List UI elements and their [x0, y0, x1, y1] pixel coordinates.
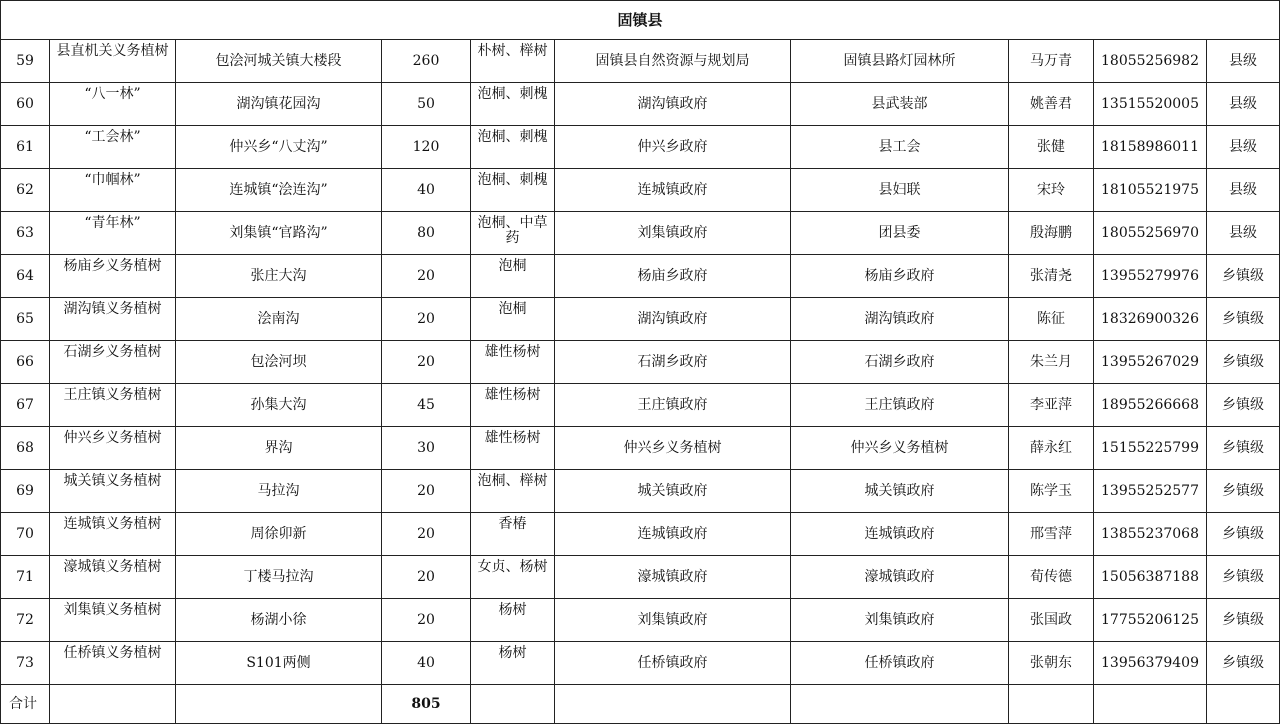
cell-phone: 18055256982: [1094, 40, 1207, 83]
cell-tree-species: 杨树: [471, 642, 555, 685]
cell-tree-species: 雄性杨树: [471, 341, 555, 384]
cell-tree-species: 杨树: [471, 599, 555, 642]
cell-level: 县级: [1207, 83, 1280, 126]
cell-responsible-unit: 任桥镇政府: [791, 642, 1009, 685]
cell-contact-person: 张国政: [1009, 599, 1094, 642]
cell-contact-person: 张朝东: [1009, 642, 1094, 685]
cell-level: 县级: [1207, 169, 1280, 212]
cell-phone: 18326900326: [1094, 298, 1207, 341]
cell-responsible-unit: 县妇联: [791, 169, 1009, 212]
cell-tree-species: 泡桐、刺槐: [471, 169, 555, 212]
cell-contact-person: 陈学玉: [1009, 470, 1094, 513]
table-row: [1, 513, 1280, 556]
cell-project-name: 濠城镇义务植树: [50, 556, 176, 599]
table-body: [1, 1, 1280, 724]
cell-area: 40: [382, 642, 471, 685]
cell-organizer: 王庄镇政府: [555, 384, 791, 427]
table-row: [1, 298, 1280, 341]
empty-cell: [176, 685, 382, 724]
cell-row-number: 73: [1, 642, 50, 685]
table-row: [1, 255, 1280, 298]
cell-responsible-unit: 濠城镇政府: [791, 556, 1009, 599]
cell-row-number: 59: [1, 40, 50, 83]
table-row: [1, 169, 1280, 212]
cell-level: 乡镇级: [1207, 513, 1280, 556]
cell-level: 县级: [1207, 212, 1280, 255]
cell-project-name: 王庄镇义务植树: [50, 384, 176, 427]
cell-phone: 13955267029: [1094, 341, 1207, 384]
cell-row-number: 63: [1, 212, 50, 255]
cell-responsible-unit: 杨庙乡政府: [791, 255, 1009, 298]
cell-contact-person: 李亚萍: [1009, 384, 1094, 427]
cell-responsible-unit: 县工会: [791, 126, 1009, 169]
cell-location: 周徐卯新: [176, 513, 382, 556]
cell-location: 张庄大沟: [176, 255, 382, 298]
cell-project-name: 湖沟镇义务植树: [50, 298, 176, 341]
cell-responsible-unit: 团县委: [791, 212, 1009, 255]
table-row: [1, 341, 1280, 384]
cell-project-name: 县直机关义务植树: [50, 40, 176, 83]
cell-level: 乡镇级: [1207, 427, 1280, 470]
empty-cell: [1094, 685, 1207, 724]
cell-row-number: 65: [1, 298, 50, 341]
cell-area: 20: [382, 298, 471, 341]
cell-location: S101两侧: [176, 642, 382, 685]
cell-row-number: 66: [1, 341, 50, 384]
cell-row-number: 61: [1, 126, 50, 169]
table-row: [1, 556, 1280, 599]
cell-area: 20: [382, 341, 471, 384]
cell-level: 乡镇级: [1207, 599, 1280, 642]
cell-project-name: 石湖乡义务植树: [50, 341, 176, 384]
cell-contact-person: 殷海鹏: [1009, 212, 1094, 255]
cell-contact-person: 马万青: [1009, 40, 1094, 83]
empty-cell: [791, 685, 1009, 724]
cell-tree-species: 泡桐、刺槐: [471, 126, 555, 169]
cell-responsible-unit: 王庄镇政府: [791, 384, 1009, 427]
cell-project-name: 连城镇义务植树: [50, 513, 176, 556]
cell-responsible-unit: 仲兴乡义务植树: [791, 427, 1009, 470]
title-row: [1, 1, 1280, 40]
cell-responsible-unit: 石湖乡政府: [791, 341, 1009, 384]
cell-organizer: 石湖乡政府: [555, 341, 791, 384]
cell-phone: 13956379409: [1094, 642, 1207, 685]
cell-tree-species: 香椿: [471, 513, 555, 556]
cell-contact-person: 邢雪萍: [1009, 513, 1094, 556]
cell-organizer: 连城镇政府: [555, 169, 791, 212]
cell-area: 20: [382, 255, 471, 298]
cell-phone: 18105521975: [1094, 169, 1207, 212]
cell-responsible-unit: 县武装部: [791, 83, 1009, 126]
cell-row-number: 70: [1, 513, 50, 556]
table-row: [1, 470, 1280, 513]
cell-location: 界沟: [176, 427, 382, 470]
cell-location: 仲兴乡“八丈沟”: [176, 126, 382, 169]
cell-responsible-unit: 湖沟镇政府: [791, 298, 1009, 341]
cell-tree-species: 雄性杨树: [471, 384, 555, 427]
table-title: 固镇县: [1, 1, 1280, 40]
cell-location: 浍南沟: [176, 298, 382, 341]
cell-location: 孙集大沟: [176, 384, 382, 427]
cell-tree-species: 雄性杨树: [471, 427, 555, 470]
cell-phone: 18055256970: [1094, 212, 1207, 255]
cell-organizer: 刘集镇政府: [555, 599, 791, 642]
cell-phone: 15056387188: [1094, 556, 1207, 599]
cell-organizer: 仲兴乡义务植树: [555, 427, 791, 470]
cell-organizer: 任桥镇政府: [555, 642, 791, 685]
table-row: [1, 40, 1280, 83]
cell-phone: 13515520005: [1094, 83, 1207, 126]
cell-tree-species: 泡桐、中草药: [471, 212, 555, 255]
cell-level: 乡镇级: [1207, 341, 1280, 384]
cell-area: 50: [382, 83, 471, 126]
cell-tree-species: 泡桐、刺槐: [471, 83, 555, 126]
cell-responsible-unit: 城关镇政府: [791, 470, 1009, 513]
cell-location: 马拉沟: [176, 470, 382, 513]
cell-organizer: 连城镇政府: [555, 513, 791, 556]
empty-cell: [555, 685, 791, 724]
cell-tree-species: 朴树、榉树: [471, 40, 555, 83]
cell-project-name: 城关镇义务植树: [50, 470, 176, 513]
cell-phone: 13855237068: [1094, 513, 1207, 556]
cell-area: 20: [382, 513, 471, 556]
cell-project-name: “青年林”: [50, 212, 176, 255]
cell-area: 40: [382, 169, 471, 212]
cell-tree-species: 女贞、杨树: [471, 556, 555, 599]
cell-area: 30: [382, 427, 471, 470]
empty-cell: [1207, 685, 1280, 724]
cell-level: 乡镇级: [1207, 642, 1280, 685]
cell-contact-person: 姚善君: [1009, 83, 1094, 126]
table-row: [1, 212, 1280, 255]
cell-phone: 15155225799: [1094, 427, 1207, 470]
cell-row-number: 71: [1, 556, 50, 599]
total-label: 合计: [1, 685, 50, 724]
total-row: [1, 685, 1280, 724]
cell-level: 乡镇级: [1207, 470, 1280, 513]
cell-organizer: 杨庙乡政府: [555, 255, 791, 298]
cell-project-name: “巾帼林”: [50, 169, 176, 212]
cell-organizer: 湖沟镇政府: [555, 83, 791, 126]
cell-level: 乡镇级: [1207, 556, 1280, 599]
table-row: [1, 642, 1280, 685]
cell-contact-person: 陈征: [1009, 298, 1094, 341]
cell-location: 丁楼马拉沟: [176, 556, 382, 599]
cell-contact-person: 荀传德: [1009, 556, 1094, 599]
cell-location: 杨湖小徐: [176, 599, 382, 642]
cell-level: 乡镇级: [1207, 384, 1280, 427]
cell-level: 县级: [1207, 126, 1280, 169]
cell-contact-person: 薛永红: [1009, 427, 1094, 470]
cell-phone: 17755206125: [1094, 599, 1207, 642]
empty-cell: [471, 685, 555, 724]
cell-organizer: 城关镇政府: [555, 470, 791, 513]
cell-contact-person: 张健: [1009, 126, 1094, 169]
cell-project-name: 仲兴乡义务植树: [50, 427, 176, 470]
cell-location: 连城镇“浍连沟”: [176, 169, 382, 212]
cell-contact-person: 朱兰月: [1009, 341, 1094, 384]
cell-row-number: 68: [1, 427, 50, 470]
table-row: [1, 126, 1280, 169]
empty-cell: [1009, 685, 1094, 724]
cell-level: 县级: [1207, 40, 1280, 83]
cell-responsible-unit: 固镇县路灯园林所: [791, 40, 1009, 83]
cell-project-name: 任桥镇义务植树: [50, 642, 176, 685]
cell-row-number: 67: [1, 384, 50, 427]
cell-area: 20: [382, 470, 471, 513]
cell-row-number: 62: [1, 169, 50, 212]
cell-area: 80: [382, 212, 471, 255]
cell-phone: 18158986011: [1094, 126, 1207, 169]
cell-location: 包浍河坝: [176, 341, 382, 384]
cell-contact-person: 张清尧: [1009, 255, 1094, 298]
cell-location: 刘集镇“官路沟”: [176, 212, 382, 255]
table-row: [1, 384, 1280, 427]
cell-responsible-unit: 刘集镇政府: [791, 599, 1009, 642]
total-area: 805: [382, 685, 471, 724]
cell-project-name: “工会林”: [50, 126, 176, 169]
cell-project-name: “八一林”: [50, 83, 176, 126]
table-row: [1, 599, 1280, 642]
cell-phone: 13955279976: [1094, 255, 1207, 298]
cell-row-number: 64: [1, 255, 50, 298]
cell-level: 乡镇级: [1207, 255, 1280, 298]
cell-project-name: 刘集镇义务植树: [50, 599, 176, 642]
cell-area: 120: [382, 126, 471, 169]
cell-organizer: 固镇县自然资源与规划局: [555, 40, 791, 83]
cell-area: 260: [382, 40, 471, 83]
cell-organizer: 刘集镇政府: [555, 212, 791, 255]
cell-row-number: 69: [1, 470, 50, 513]
cell-phone: 13955252577: [1094, 470, 1207, 513]
cell-organizer: 濠城镇政府: [555, 556, 791, 599]
cell-area: 20: [382, 556, 471, 599]
cell-location: 湖沟镇花园沟: [176, 83, 382, 126]
cell-row-number: 60: [1, 83, 50, 126]
cell-area: 45: [382, 384, 471, 427]
cell-tree-species: 泡桐: [471, 298, 555, 341]
empty-cell: [50, 685, 176, 724]
cell-location: 包浍河城关镇大楼段: [176, 40, 382, 83]
cell-area: 20: [382, 599, 471, 642]
cell-row-number: 72: [1, 599, 50, 642]
cell-phone: 18955266668: [1094, 384, 1207, 427]
table-row: [1, 427, 1280, 470]
cell-project-name: 杨庙乡义务植树: [50, 255, 176, 298]
cell-organizer: 仲兴乡政府: [555, 126, 791, 169]
cell-contact-person: 宋玲: [1009, 169, 1094, 212]
cell-responsible-unit: 连城镇政府: [791, 513, 1009, 556]
table-row: [1, 83, 1280, 126]
cell-tree-species: 泡桐: [471, 255, 555, 298]
cell-tree-species: 泡桐、榉树: [471, 470, 555, 513]
cell-organizer: 湖沟镇政府: [555, 298, 791, 341]
cell-level: 乡镇级: [1207, 298, 1280, 341]
